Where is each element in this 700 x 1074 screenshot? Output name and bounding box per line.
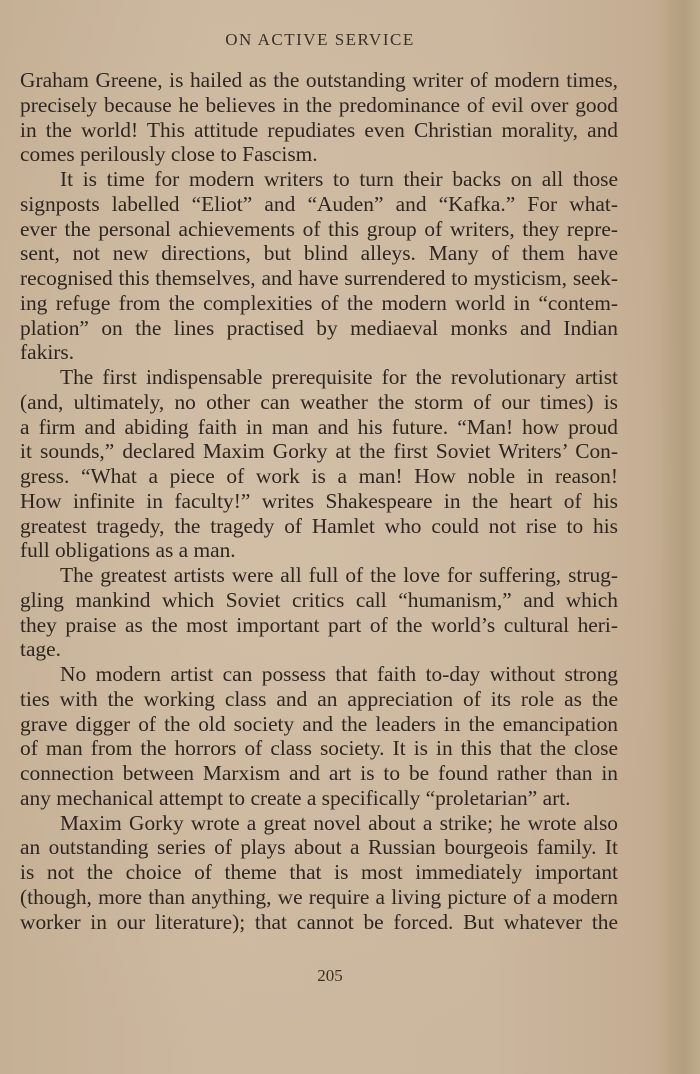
text-line: in the world! This attitude repudiates even Christian morality, and (20, 117, 618, 142)
page-edge (660, 0, 700, 1074)
paragraph (20, 167, 618, 365)
text-line: recognised this themselves, and have surrendered to mysticism, seek- (20, 266, 618, 290)
text-line: sent, not new directions, but blind alleys. Many of them have (20, 241, 618, 266)
text-line: gress. “What a piece of work is a man! How noble in reason! (20, 464, 618, 488)
text-line: fakirs. (20, 340, 75, 365)
text-line: tage. (20, 637, 61, 662)
text-line: The first indispensable prerequisite for the revolutionary artist (60, 365, 618, 389)
paragraph (20, 68, 618, 167)
running-head: ON ACTIVE SERVICE (225, 30, 415, 49)
text-line: No modern artist can possess that faith to-day without strong (60, 662, 618, 686)
paragraph (20, 662, 618, 811)
text-line: it sounds,” declared Maxim Gorky at the first Soviet Writers’ Con- (20, 439, 618, 464)
text-line: It is time for modern writers to turn their backs on all those (60, 167, 618, 191)
paragraph (20, 811, 618, 935)
text-line: full obligations as a man. (20, 538, 236, 563)
text-line: signposts labelled “Eliot” and “Auden” and “Kafka.” For what- (20, 191, 618, 216)
text-line: a firm and abiding faith in man and his future. “Man! how proud (20, 414, 618, 439)
paragraph (20, 365, 618, 563)
text-line: is not the choice of theme that is most immediately important (20, 860, 618, 884)
paragraph (20, 563, 618, 662)
text-line: an outstanding series of plays about a Russian bourgeois family. It (20, 835, 618, 860)
text-line: Maxim Gorky wrote a great novel about a strike; he wrote also (60, 810, 618, 835)
text-line: greatest tragedy, the tragedy of Hamlet who could not rise to his (20, 513, 618, 538)
page-number: 205 (317, 966, 343, 985)
text-line: Graham Greene, is hailed as the outstanding writer of modern times, (20, 68, 618, 92)
text-line: precisely because he believes in the predominance of evil over good (20, 92, 618, 117)
text-line: comes perilously close to Fascism. (20, 142, 318, 167)
text-line: plation” on the lines practised by mediaeval monks and Indian (20, 315, 618, 340)
text-line: gling mankind which Soviet critics call “humanism,” and which (20, 587, 618, 612)
text-line: worker in our literature); that cannot be forced. But whatever the (20, 909, 618, 934)
text-line: (though, more than anything, we require a living picture of a modern (20, 884, 618, 909)
text-line: How infinite in faculty!” writes Shakespeare in the heart of his (20, 488, 618, 513)
text-line: grave digger of the old society and the leaders in the emancipation (20, 711, 618, 736)
body-text (20, 68, 618, 934)
text-line: any mechanical attempt to create a specifically “proletarian” art. (20, 785, 571, 810)
text-line: of man from the horrors of class society. It is in this that the close (20, 736, 618, 761)
text-line: ties with the working class and an appreciation of its role as the (20, 686, 618, 711)
text-line: ever the personal achievements of this group of writers, they repre- (20, 216, 618, 241)
text-line: The greatest artists were all full of the love for suffering, strug- (60, 563, 618, 587)
text-line: ing refuge from the complexities of the modern world in “contem- (20, 290, 618, 315)
text-line: they praise as the most important part of the world’s cultural heri- (20, 612, 618, 637)
text-line: (and, ultimately, no other can weather the storm of our times) is (20, 389, 618, 414)
text-line: connection between Marxism and art is to be found rather than in (20, 761, 618, 785)
